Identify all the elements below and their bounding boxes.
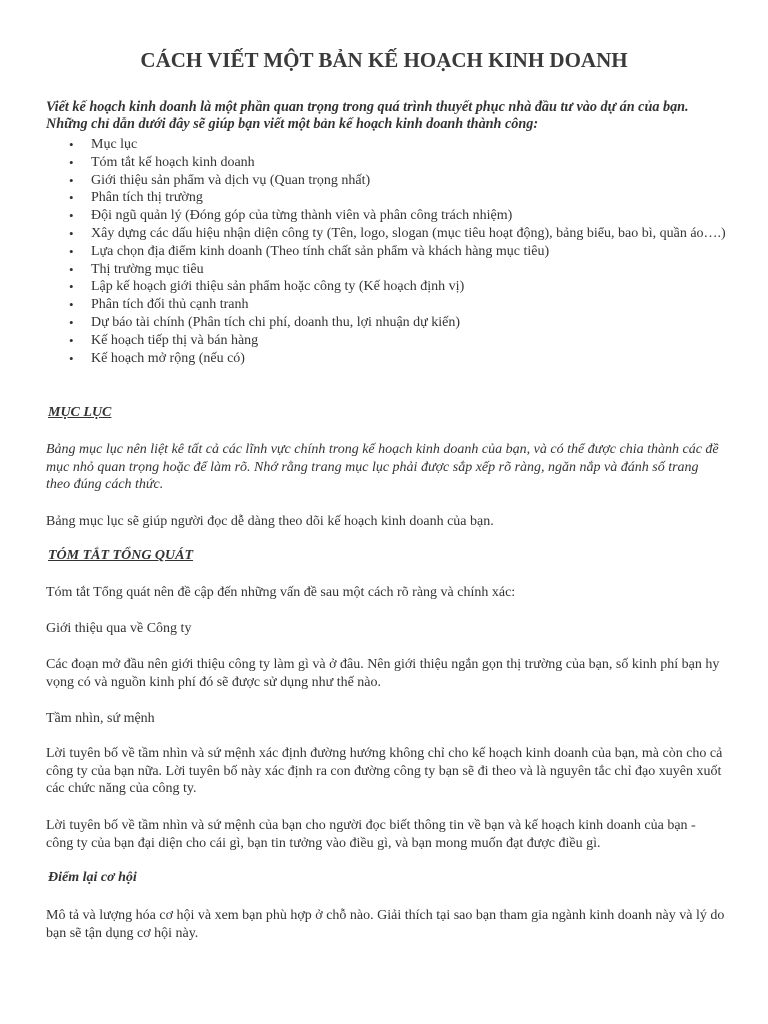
opportunity-subheading: Điểm lại cơ hội xyxy=(48,870,137,885)
list-item: • Mục lục xyxy=(91,136,761,154)
list-item: • Lập kế hoạch giới thiệu sản phẩm hoặc công ty (Kế hoạch định vị) xyxy=(91,278,761,296)
intro-paragraph: Viết kế hoạch kinh doanh là một phần quan trọng trong quá trình thuyết phục nhà đầu tư vào dự án của bạn. Những chỉ dẫn dưới đây sẽ giúp bạn viết một bản kế hoạch kinh doanh thành công: xyxy=(46,99,689,132)
list-item: • Kế hoạch mở rộng (nếu có) xyxy=(91,350,761,368)
list-item: • Phân tích thị trường xyxy=(91,189,761,207)
list-item: • Thị trường mục tiêu xyxy=(91,261,761,279)
company-intro-subheading: Giới thiệu qua về Công ty xyxy=(46,621,192,636)
document-title: CÁCH VIẾT MỘT BẢN KẾ HOẠCH KINH DOANH xyxy=(140,48,628,72)
summary-intro-paragraph: Tóm tắt Tổng quát nên đề cập đến những vấn đề sau một cách rõ ràng và chính xác: xyxy=(46,585,516,600)
list-item: • Kế hoạch tiếp thị và bán hàng xyxy=(91,332,761,350)
list-item: • Dự báo tài chính (Phân tích chi phí, doanh thu, lợi nhuận dự kiến) xyxy=(91,314,761,332)
toc-section-note: Bảng mục lục sẽ giúp người đọc dễ dàng theo dõi kế hoạch kinh doanh của bạn. xyxy=(46,514,494,529)
plan-outline-list xyxy=(46,136,761,367)
opportunity-paragraph: Mô tả và lượng hóa cơ hội và xem bạn phù hợp ở chỗ nào. Giải thích tại sao bạn tham gia ngành kinh doanh này và lý do bạn sẽ tận dụng cơ hội này. xyxy=(46,908,725,941)
company-intro-paragraph: Các đoạn mở đầu nên giới thiệu công ty làm gì và ở đâu. Nên giới thiệu ngắn gọn thị trường của bạn, số kinh phí bạn hy vọng có và nguồn kinh phí đó sẽ được sử dụng như thế nào. xyxy=(46,657,720,690)
list-item: • Giới thiệu sản phẩm và dịch vụ (Quan trọng nhất) xyxy=(91,172,761,190)
toc-section-heading: MỤC LỤC xyxy=(48,405,112,420)
vision-mission-paragraph: Lời tuyên bố về tầm nhìn và sứ mệnh xác định đường hướng không chỉ cho kế hoạch kinh doanh của bạn, mà còn cho cả công ty của bạn nữa. Lời tuyên bố này xác định ra con đường công ty bạn sẽ đi theo và là nguyên tắc chỉ đạo xuyên xuốt các chức năng của công ty. xyxy=(46,746,723,796)
list-item: • Phân tích đối thủ cạnh tranh xyxy=(91,296,761,314)
toc-section-paragraph: Bảng mục lục nên liệt kê tất cả các lĩnh vực chính trong kế hoạch kinh doanh của bạn, và có thể được chia thành các đề mục nhỏ quan trọng hoặc để làm rõ. Nhớ rằng trang mục lục phải được sắp xếp rõ ràng, ngăn nắp và đánh số trang theo đúng cách thức. xyxy=(46,442,719,492)
vision-mission-detail-paragraph: Lời tuyên bố về tầm nhìn và sứ mệnh của bạn cho người đọc biết thông tin về bạn và kế hoạch kinh doanh của bạn - công ty của bạn đại diện cho cái gì, bạn tin tưởng vào điều gì, và bạn mong muốn đạt được điều gì. xyxy=(46,818,696,851)
list-item: • Tóm tắt kế hoạch kinh doanh xyxy=(91,154,761,172)
list-item: • Đội ngũ quản lý (Đóng góp của từng thành viên và phân công trách nhiệm) xyxy=(91,207,761,225)
list-item: • Xây dựng các dấu hiệu nhận diện công ty (Tên, logo, slogan (mục tiêu hoạt động), bảng biểu, bao bì, quần áo….) xyxy=(91,225,761,243)
vision-mission-subheading: Tầm nhìn, sứ mệnh xyxy=(46,711,155,726)
list-item: • Lựa chọn địa điểm kinh doanh (Theo tính chất sản phẩm và khách hàng mục tiêu) xyxy=(91,243,761,261)
summary-section-heading: TÓM TẮT TỔNG QUÁT xyxy=(48,548,194,563)
